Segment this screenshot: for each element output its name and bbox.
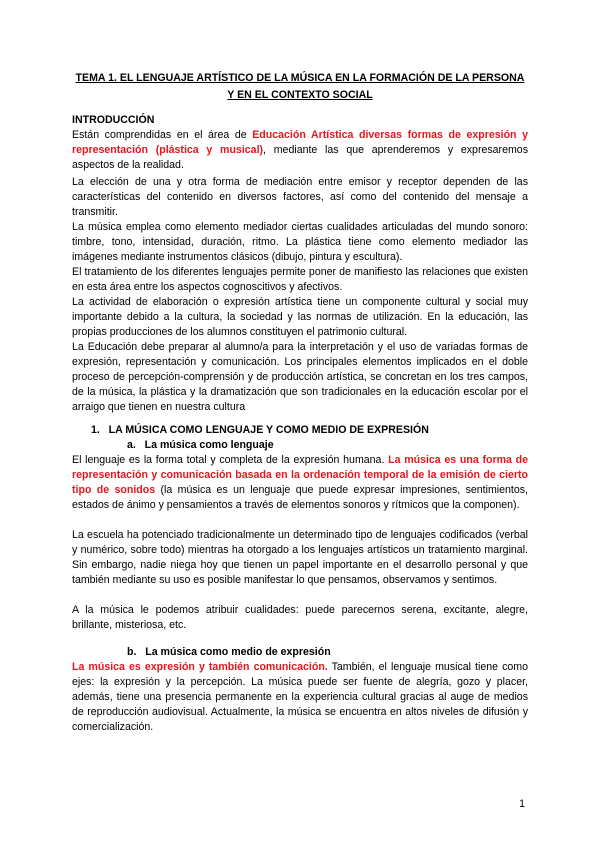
intro-p1-highlight: Educación Artística diversas formas de expresión y representación (plástica y musical) bbox=[72, 129, 528, 156]
document-title: TEMA 1. EL LENGUAJE ARTÍSTICO DE LA MÚSICA EN LA FORMACIÓN DE LA PERSONA Y EN EL CONTEXTO SOCIAL bbox=[75, 72, 525, 101]
intro-paragraph-6: La Educación debe preparar al alumno/a para la interpretación y el uso de variadas formas de expresión, representación y comunicación. Los principales elementos implicados en el doble proceso de percepción-comprensión y de producción artística, se concretan en los tres campos, de la música, la plástica y la dramatización que son tradicionales en la educación escolar por el arraigo que tienen en nuestra cultura bbox=[72, 341, 528, 413]
subsection-b-heading: b. La música como medio de expresión bbox=[127, 646, 331, 658]
section-a-paragraph-1 bbox=[72, 453, 528, 513]
section-a-paragraph-2: La escuela ha potenciado tradicionalmente un determinado tipo de lenguajes codificados (verbal y numérico, sobre todo) mientras ha otorgado a los lenguajes artísticos un tratamiento marginal. Sin embargo, nadie niega hoy que tienen un papel importante en el desarrollo personal y que también mediante su uso es posible manifestar lo que pensamos, observamos y sentimos. bbox=[72, 529, 528, 586]
b-p1-highlight: La música es expresión y también comunicación. bbox=[72, 661, 328, 673]
section-a-paragraph-3: A la música le podemos atribuir cualidades: puede parecernos serena, excitante, alegre, brillante, misteriosa, etc. bbox=[72, 604, 528, 631]
intro-p1-text-b: , mediante las que aprenderemos y expresaremos aspectos de la realidad. bbox=[72, 144, 528, 171]
a-p1-highlight: La música es una forma de representación y comunicación basada en la ordenación temporal de la emisión de cierto tipo de sonidos bbox=[72, 454, 528, 496]
intro-paragraph-4: El tratamiento de los diferentes lenguajes permite poner de manifiesto las relaciones que existen en esta área entre los aspectos cognoscitivos y afectivos. bbox=[72, 266, 528, 293]
b-p1-text: También, el lenguaje musical tiene como ejes: la expresión y la percepción. La música puede ser fuente de alegría, gozo y placer, además, tiene una presencia permanente en la experiencia cultural gracias al auge de medios de reproducción audiovisual. Actualmente, la música se encuentra en altos niveles de difusión y comercialización. bbox=[72, 661, 528, 733]
intro-heading: INTRODUCCIÓN bbox=[72, 114, 155, 126]
intro-paragraph-5: La actividad de elaboración o expresión artística tiene un componente cultural y social muy importante debido a la cultura, la sociedad y las normas de utilización. En la educación, las propias producciones de los alumnos constituyen el patrimonio cultural. bbox=[72, 296, 528, 338]
intro-paragraph-3: La música emplea como elemento mediador ciertas cualidades articuladas del mundo sonoro: timbre, tono, intensidad, duración, ritmo. La plástica tiene como elemento mediador las imágenes mediante instrumentos clásicos (dibujo, pintura y escultura). bbox=[72, 221, 528, 263]
a-p1-text-a: El lenguaje es la forma total y completa de la expresión humana. bbox=[72, 454, 389, 466]
subsection-a-heading: a. La música como lenguaje bbox=[127, 439, 274, 451]
intro-paragraph-1 bbox=[72, 128, 528, 173]
a-p1-text-b: (la música es un lenguaje que puede expresar impresiones, sentimientos, estados de ánimo y pensamientos a través de elementos sonoros y rítmicos que la componen). bbox=[72, 484, 528, 511]
intro-p1-text-a: Están comprendidas en el área de bbox=[72, 129, 253, 141]
section-1-heading: 1. LA MÚSICA COMO LENGUAJE Y COMO MEDIO DE EXPRESIÓN bbox=[91, 424, 429, 436]
intro-paragraph-2: La elección de una y otra forma de mediación entre emisor y receptor dependen de las características del contenido en diversos factores, así como del contenido del mensaje a transmitir. bbox=[72, 176, 528, 218]
section-b-paragraph-1 bbox=[72, 660, 528, 735]
page-number: 1 bbox=[519, 798, 525, 810]
